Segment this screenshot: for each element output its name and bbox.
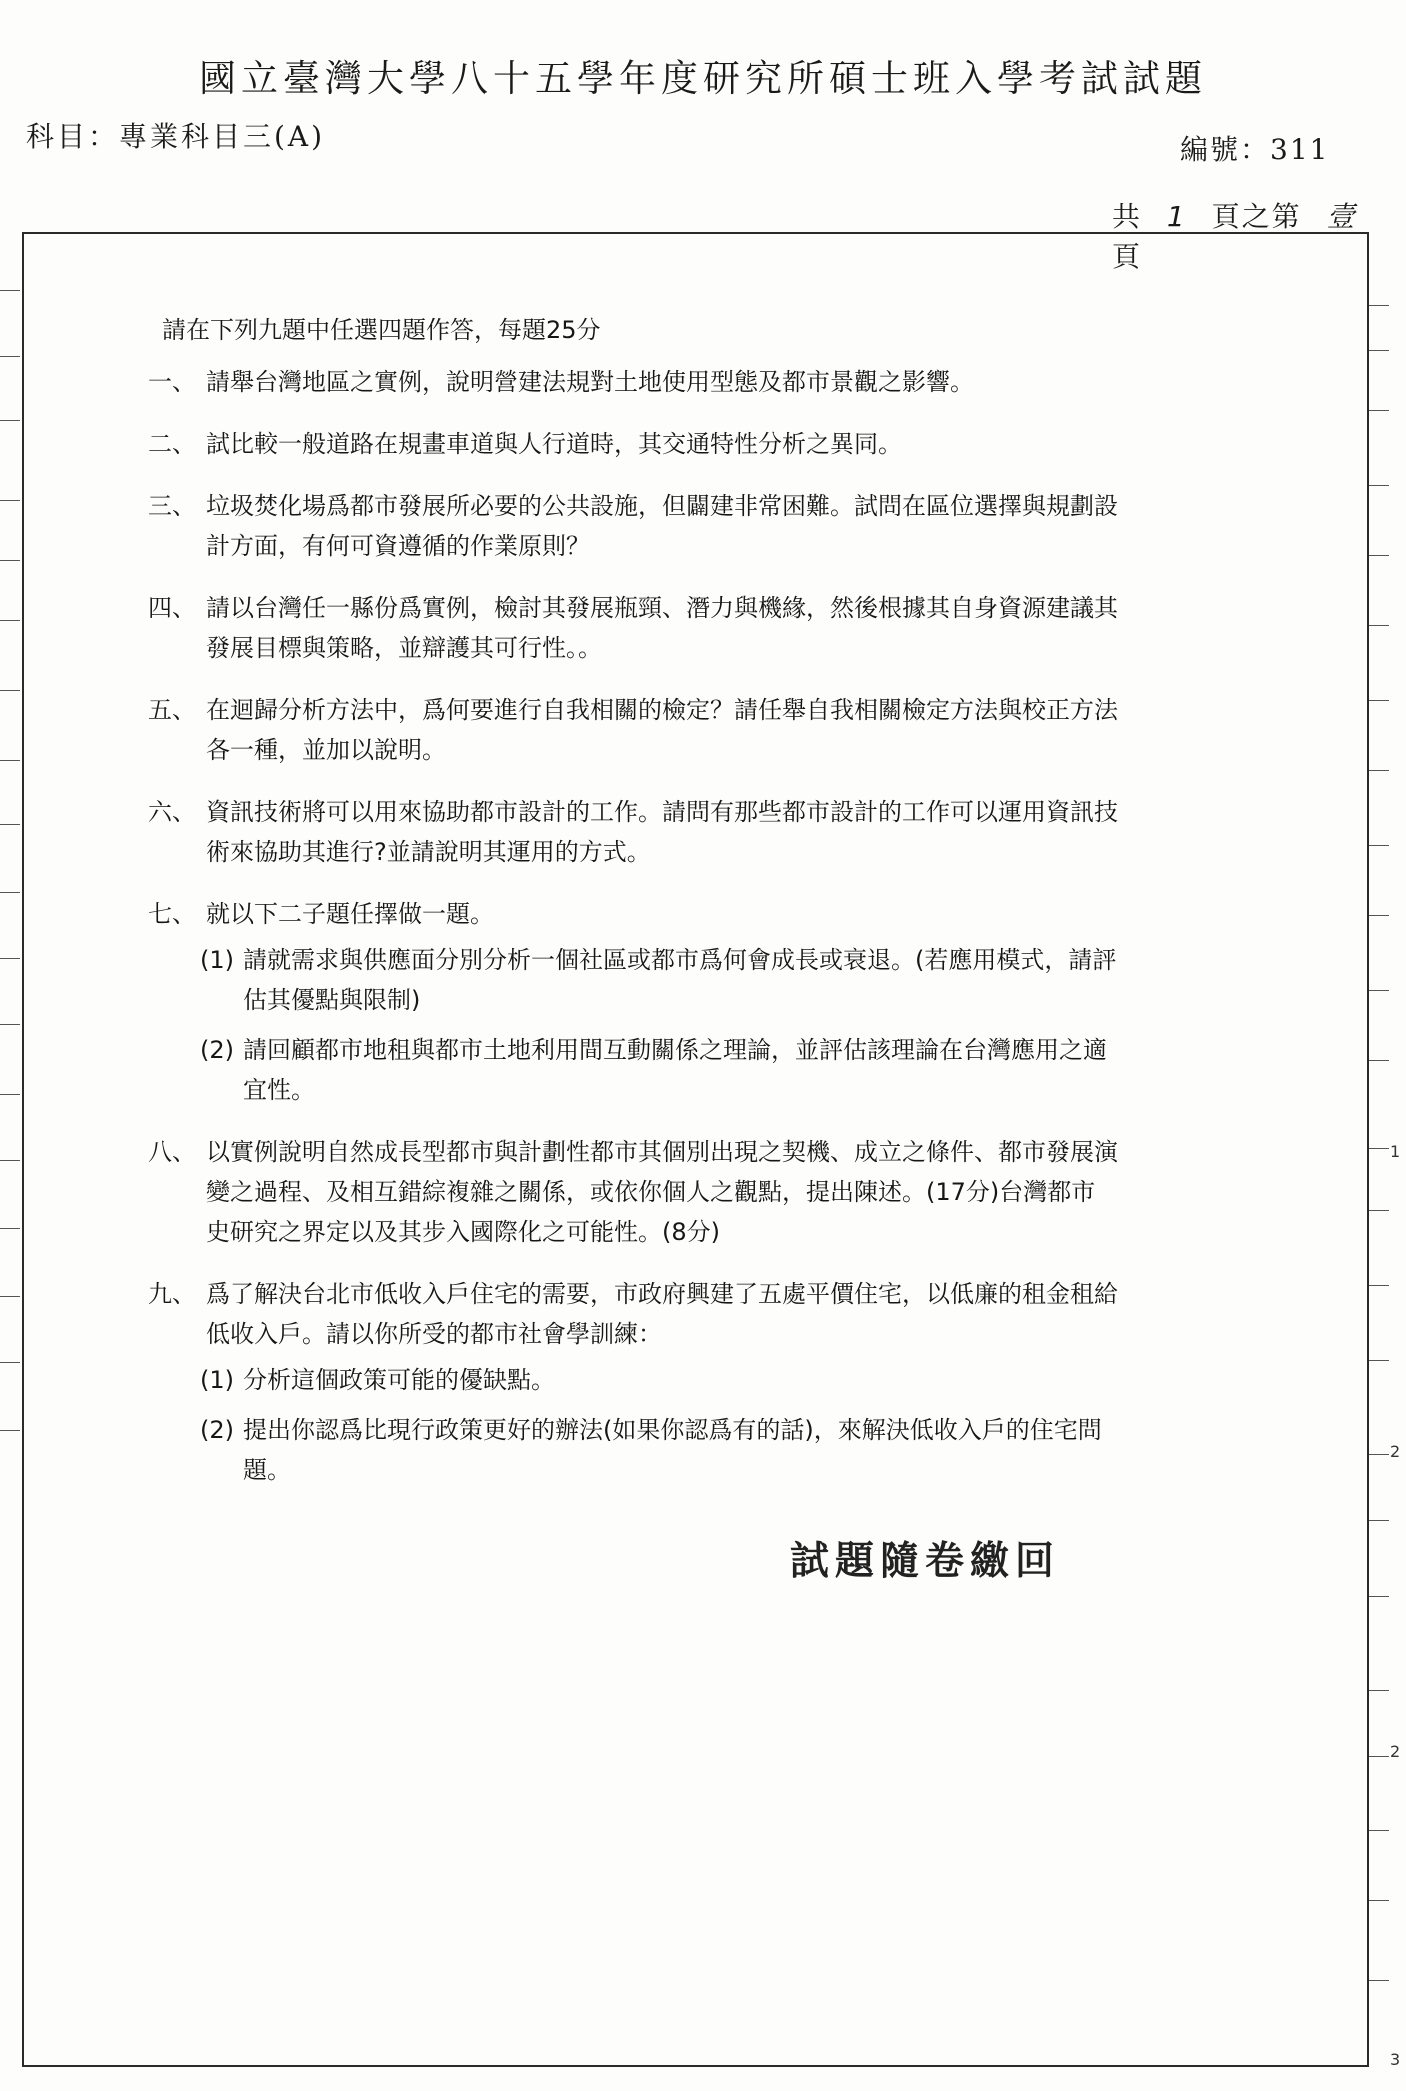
margin-tick-left [0,1362,20,1363]
margin-tick-left [0,356,20,357]
margin-tick-left [0,760,20,761]
sub-number: (2) [200,1416,234,1444]
question-5 [148,690,1118,770]
sub-number: (1) [200,946,234,974]
question-3 [148,486,1118,566]
question-number: 七、 [148,900,196,928]
sub-text: 分析這個政策可能的優缺點。 [243,1366,555,1394]
q7-sub-2 [148,1030,1118,1110]
sub-number: (1) [200,1366,234,1394]
margin-tick-left [0,892,20,893]
margin-tick-left [0,620,20,621]
margin-number: 2 [1390,1442,1401,1461]
question-7 [148,894,1118,934]
margin-tick-right [1369,770,1389,771]
margin-tick-right [1369,915,1389,916]
question-text: 就以下二子題任擇做一題。 [206,900,494,928]
margin-tick-right [1369,555,1389,556]
margin-tick-left [0,290,20,291]
question-8 [148,1132,1118,1252]
margin-tick-left [0,1228,20,1229]
question-number: 九、 [148,1280,196,1308]
sub-text: 請回顧都市地租與都市土地利用間互動關係之理論，並評估該理論在台灣應用之適宜性。 [243,1036,1107,1104]
margin-tick-right [1369,700,1389,701]
question-number: 六、 [148,798,196,826]
page-suffix: 頁 [1112,240,1143,273]
q9-sub-1 [148,1360,1118,1400]
margin-tick-right [1369,625,1389,626]
exam-content [148,310,1118,1500]
page-prefix: 共 [1112,200,1143,233]
question-9 [148,1274,1118,1354]
question-text: 垃圾焚化場爲都市發展所必要的公共設施，但闢建非常困難。試問在區位選擇與規劃設計方面，有何可資遵循的作業原則？ [206,492,1118,560]
q7-sub-1 [148,940,1118,1020]
question-text: 請舉台灣地區之實例，說明營建法規對土地使用型態及都市景觀之影響。 [206,368,974,396]
exam-code: 編號：311 [1180,133,1330,166]
question-number: 四、 [148,594,196,622]
margin-tick-right [1369,1690,1389,1691]
margin-tick-right [1369,1148,1389,1149]
margin-tick-right [1369,305,1389,306]
question-number: 一、 [148,368,196,396]
instructions: 請在下列九題中任選四題作答，每題25分 [162,316,601,344]
margin-tick-left [0,1296,20,1297]
question-text: 資訊技術將可以用來協助都市設計的工作。請問有那些都市設計的工作可以運用資訊技術來協助其進行?並請說明其運用的方式。 [206,798,1118,866]
question-text: 以實例說明自然成長型都市與計劃性都市其個別出現之契機、成立之條件、都市發展演變之過程、及相互錯綜複雜之關係，或依你個人之觀點，提出陳述。(17分)台灣都市史研究之界定以及其步入國際化之可能性。(8分) [206,1138,1118,1246]
question-number: 五、 [148,696,196,724]
page-total: 1 [1166,200,1187,233]
sub-number: (2) [200,1036,234,1064]
question-6 [148,792,1118,872]
question-4 [148,588,1118,668]
margin-tick-right [1369,1210,1389,1211]
margin-tick-left [0,1160,20,1161]
margin-tick-right [1369,990,1389,991]
question-number: 八、 [148,1138,196,1166]
margin-tick-right [1369,1285,1389,1286]
margin-tick-left [0,958,20,959]
margin-tick-left [0,560,20,561]
margin-tick-right [1369,1900,1389,1901]
margin-tick-left [0,1094,20,1095]
return-paper-stamp: 試題隨卷繳回 [790,1538,1061,1584]
margin-tick-right [1369,350,1389,351]
margin-number: 2 [1390,1742,1401,1761]
question-number: 三、 [148,492,196,520]
q9-sub-2 [148,1410,1118,1490]
margin-tick-right [1369,1596,1389,1597]
subject-label: 科目：專業科目三(A) [26,120,326,153]
margin-tick-right [1369,1756,1389,1757]
margin-number: 1 [1390,1142,1401,1161]
margin-tick-left [0,420,20,421]
margin-tick-left [0,824,20,825]
margin-tick-right [1369,1830,1389,1831]
question-text: 請以台灣任一縣份爲實例，檢討其發展瓶頸、潛力與機緣，然後根據其自身資源建議其發展目標與策略，並辯護其可行性。。 [206,594,1118,662]
margin-tick-right [1369,1060,1389,1061]
margin-tick-right [1369,845,1389,846]
margin-tick-left [0,500,20,501]
margin-tick-right [1369,410,1389,411]
margin-tick-right [1369,1980,1389,1981]
sub-text: 請就需求與供應面分別分析一個社區或都市爲何會成長或衰退。(若應用模式，請評估其優點與限制) [243,946,1117,1014]
margin-tick-right [1369,1520,1389,1521]
question-text: 爲了解決台北市低收入戶住宅的需要，市政府興建了五處平價住宅，以低廉的租金租給低收入戶。請以你所受的都市社會學訓練： [206,1280,1118,1348]
question-text: 在迴歸分析方法中，爲何要進行自我相關的檢定？請任舉自我相關檢定方法與校正方法各一種，並加以說明。 [206,696,1118,764]
margin-tick-left [0,1024,20,1025]
question-text: 試比較一般道路在規畫車道與人行道時，其交通特性分析之異同。 [206,430,902,458]
margin-tick-right [1369,485,1389,486]
question-2 [148,424,1118,464]
margin-tick-left [0,1430,20,1431]
exam-title: 國立臺灣大學八十五學年度研究所碩士班入學考試試題 [199,57,1207,100]
question-1 [148,362,1118,402]
question-number: 二、 [148,430,196,458]
page-current: 壹 [1326,200,1357,233]
margin-tick-right [1369,1454,1389,1455]
sub-text: 提出你認爲比現行政策更好的辦法(如果你認爲有的話)，來解決低收入戶的住宅問題。 [243,1416,1102,1484]
page-middle: 頁之第 [1211,200,1302,233]
margin-tick-right [1369,1360,1389,1361]
margin-tick-left [0,690,20,691]
margin-number: 3 [1390,2050,1401,2069]
